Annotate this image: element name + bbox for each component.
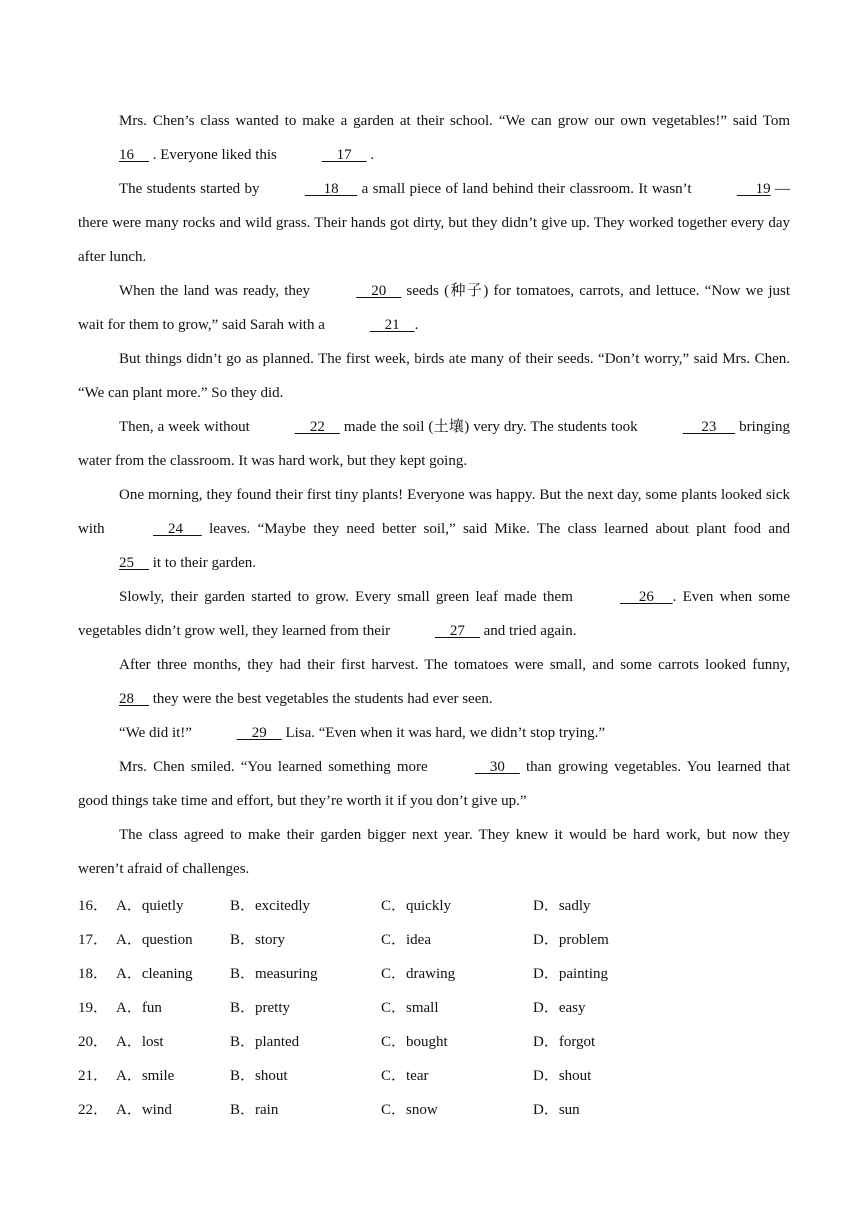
blank-27: 27 bbox=[434, 623, 480, 639]
option-c: C．small bbox=[381, 1000, 439, 1016]
question-row-21 bbox=[78, 1059, 790, 1093]
passage-text: seeds (种子) for tomatoes, carrots, and lettuce. “Now we just wait for them to grow,” said Sarah with a bbox=[78, 283, 790, 333]
passage-text: “We did it!” bbox=[119, 725, 196, 741]
passage-text: One morning, they found their first tiny plants! Everyone was happy. But the next day, some plants looked sick with bbox=[78, 487, 790, 537]
blank-26: 26 bbox=[620, 589, 673, 605]
question-number: 20． bbox=[78, 1034, 109, 1050]
passage-text: But things didn’t go as planned. The first week, birds ate many of their seeds. “Don’t worry,” said Mrs. Chen. “We can plant more.” So they did. bbox=[78, 351, 790, 401]
question-row-17 bbox=[78, 923, 790, 957]
question-row-20 bbox=[78, 1025, 790, 1059]
passage-text: When the land was ready, they bbox=[119, 283, 316, 299]
question-number: 18． bbox=[78, 966, 109, 982]
paragraph-3 bbox=[78, 274, 790, 342]
blank-21: 21 bbox=[369, 317, 415, 333]
option-a: A．smile bbox=[116, 1068, 175, 1084]
blank-16: 16 bbox=[119, 147, 149, 163]
option-c: C．bought bbox=[381, 1034, 448, 1050]
passage-text: —there were many rocks and wild grass. Their hands got dirty, but they didn’t give up. They worked together every day after lunch. bbox=[78, 181, 790, 265]
passage-text: a small piece of land behind their classroom. It wasn’t bbox=[357, 181, 696, 197]
option-b: B．excitedly bbox=[230, 898, 310, 914]
passage-text: bringing water from the classroom. It was hard work, but they kept going. bbox=[78, 419, 790, 469]
question-number: 21． bbox=[78, 1068, 109, 1084]
passage-text: Lisa. “Even when it was hard, we didn’t stop trying.” bbox=[281, 725, 606, 741]
passage-text: . bbox=[414, 317, 419, 333]
paragraph-10 bbox=[78, 750, 790, 818]
blank-24: 24 bbox=[153, 521, 202, 537]
paragraph-7 bbox=[78, 580, 790, 648]
blank-22: 22 bbox=[294, 419, 340, 435]
option-c: C．tear bbox=[381, 1068, 429, 1084]
option-c: C．quickly bbox=[381, 898, 451, 914]
passage-text: Mrs. Chen smiled. “You learned something more bbox=[119, 759, 434, 775]
option-d: D．sun bbox=[533, 1102, 580, 1118]
blank-28: 28 bbox=[119, 691, 149, 707]
blank-25: 25 bbox=[119, 555, 149, 571]
option-b: B．shout bbox=[230, 1068, 288, 1084]
cloze-passage bbox=[78, 104, 790, 886]
question-number: 16． bbox=[78, 898, 109, 914]
paragraph-9 bbox=[78, 716, 790, 750]
question-number: 19． bbox=[78, 1000, 109, 1016]
option-d: D．shout bbox=[533, 1068, 592, 1084]
option-a: A．lost bbox=[116, 1034, 164, 1050]
option-d: D．forgot bbox=[533, 1034, 596, 1050]
passage-text: it to their garden. bbox=[149, 555, 257, 571]
blank-30: 30 bbox=[474, 759, 520, 775]
option-b: B．story bbox=[230, 932, 286, 948]
paragraph-2 bbox=[78, 172, 790, 274]
passage-text: The class agreed to make their garden bigger next year. They knew it would be hard work, but now they weren’t afraid of challenges. bbox=[78, 827, 790, 877]
option-d: D．sadly bbox=[533, 898, 591, 914]
passage-text: After three months, they had their first harvest. The tomatoes were small, and some carrots looked funny, bbox=[119, 657, 790, 673]
option-d: D．easy bbox=[533, 1000, 586, 1016]
option-d: D．painting bbox=[533, 966, 608, 982]
question-row-22 bbox=[78, 1093, 790, 1127]
option-b: B．measuring bbox=[230, 966, 318, 982]
passage-text: they were the best vegetables the students had ever seen. bbox=[149, 691, 493, 707]
paragraph-5 bbox=[78, 410, 790, 478]
paragraph-11 bbox=[78, 818, 790, 886]
option-b: B．planted bbox=[230, 1034, 300, 1050]
option-b: B．pretty bbox=[230, 1000, 290, 1016]
answer-options bbox=[78, 889, 790, 1127]
question-row-19 bbox=[78, 991, 790, 1025]
blank-19: 19 bbox=[736, 181, 771, 197]
blank-18: 18 bbox=[304, 181, 358, 197]
question-row-16 bbox=[78, 889, 790, 923]
option-a: A．fun bbox=[116, 1000, 162, 1016]
option-d: D．problem bbox=[533, 932, 609, 948]
option-a: A．question bbox=[116, 932, 193, 948]
option-b: B．rain bbox=[230, 1102, 279, 1118]
option-c: C．drawing bbox=[381, 966, 456, 982]
option-c: C．snow bbox=[381, 1102, 438, 1118]
passage-text: The students started by bbox=[119, 181, 264, 197]
passage-text: . Everyone liked this bbox=[149, 147, 281, 163]
passage-text: . bbox=[366, 147, 375, 163]
question-number: 17． bbox=[78, 932, 109, 948]
passage-text: . Even when some vegetables didn’t grow well, they learned from their bbox=[78, 589, 790, 639]
blank-17: 17 bbox=[321, 147, 367, 163]
passage-text: than growing vegetables. You learned that good things take time and effort, but they’re worth it if you don’t give up.” bbox=[78, 759, 790, 809]
blank-29: 29 bbox=[236, 725, 282, 741]
paragraph-8 bbox=[78, 648, 790, 716]
question-row-18 bbox=[78, 957, 790, 991]
passage-text: leaves. “Maybe they need better soil,” said Mike. The class learned about plant food and bbox=[201, 521, 790, 537]
question-number: 22． bbox=[78, 1102, 109, 1118]
passage-text: made the soil (土壤) very dry. The students took bbox=[339, 419, 642, 435]
paragraph-1 bbox=[78, 104, 790, 172]
passage-text: and tried again. bbox=[479, 623, 577, 639]
passage-text: Then, a week without bbox=[119, 419, 254, 435]
passage-text: Slowly, their garden started to grow. Every small green leaf made them bbox=[119, 589, 580, 605]
option-a: A．wind bbox=[116, 1102, 172, 1118]
paragraph-6 bbox=[78, 478, 790, 580]
option-c: C．idea bbox=[381, 932, 431, 948]
option-a: A．cleaning bbox=[116, 966, 193, 982]
blank-23: 23 bbox=[682, 419, 736, 435]
option-a: A．quietly bbox=[116, 898, 184, 914]
paragraph-4 bbox=[78, 342, 790, 410]
blank-20: 20 bbox=[356, 283, 402, 299]
passage-text: Mrs. Chen’s class wanted to make a garden at their school. “We can grow our own vegetables!” said Tom bbox=[119, 113, 790, 129]
